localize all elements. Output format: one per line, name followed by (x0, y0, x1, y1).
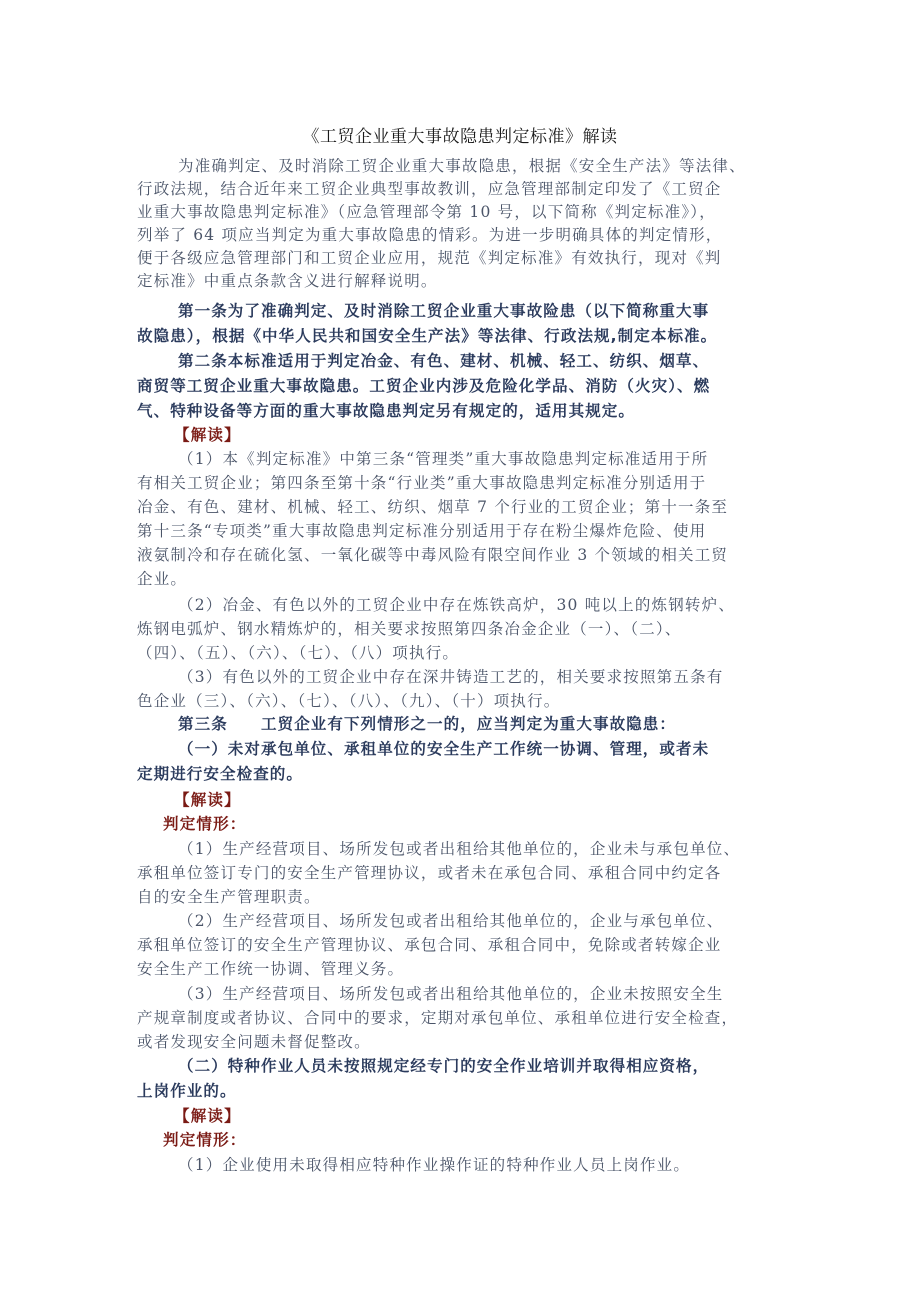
judgement-label: 判定情形： (163, 815, 247, 833)
interp-line: 冶金、有色、建材、机械、轻工、纺织、烟草 7 个行业的工贸企业；第十一条至 (137, 498, 729, 516)
interpretation-label: 【解读】 (174, 426, 241, 444)
interp-line: 第十三条“专项类”重大事故隐患判定标准分别适用于存在粉尘爆炸危险、使用 (137, 522, 707, 540)
interp-line: （1）本《判定标准》中第三条“管理类”重大事故隐患判定标准适用于所 (178, 450, 709, 468)
article-2-line: 气、特种设备等方面的重大事故隐患判定另有规定的，适用其规定。 (137, 402, 636, 420)
interp-line: （1）生产经营项目、场所发包或者出租给其他单位的，企业未与承包单位、 (178, 840, 741, 858)
article-2-line: 第二条本标准适用于判定冶金、有色、建材、机械、轻工、纺织、烟草、 (178, 352, 710, 370)
article-1-line: 第一条为了准确判定、及时消除工贸企业重大事故险患（以下简称重大事 (178, 302, 710, 320)
document-title: 《工贸企业重大事故隐患判定标准》解读 (302, 127, 618, 147)
article-3-item-1: （一）未对承包单位、承租单位的安全生产工作统一协调、管理，或者未 (178, 740, 710, 758)
interp-line: 承租单位签订专门的安全生产管理协议，或者未在承包合同、承租合同中约定各 (137, 864, 722, 882)
interp-line: 自的安全生产管理职责。 (137, 888, 321, 906)
intro-line: 业重大事故隐患判定标准》（应急管理部令第 10 号，以下简称《判定标准》）， (137, 203, 716, 221)
interp-line: （1）企业使用未取得相应特种作业操作证的特种作业人员上岗作业。 (178, 1156, 691, 1174)
interp-line: 液氨制冷和存在硫化氢、一氧化碳等中毒风险有限空间作业 3 个领域的相关工贸 (137, 546, 729, 564)
interp-line: 产规章制度或者协议、合同中的要求，定期对承包单位、承租单位进行安全检查， (137, 1009, 739, 1027)
interp-line: （3）有色以外的工贸企业中存在深井铸造工艺的，相关要求按照第五条有 (178, 668, 724, 686)
judgement-label: 判定情形： (163, 1131, 247, 1149)
intro-line: 行政法规，结合近年来工贸企业典型事故教训，应急管理部制定印发了《工贸企 (137, 180, 722, 198)
interp-line: 炼钢电弧炉、钢水精炼炉的，相关要求按照第四条冶金企业（一）、（二）、 (137, 620, 682, 638)
article-3-item-1: 定期进行安全检查的。 (137, 765, 304, 783)
intro-line: 列举了 64 项应当判定为重大事故隐患的情彩。为进一步明确具体的判定情形， (137, 226, 723, 244)
article-3-item-2: （二）特种作业人员未按照规定经专门的安全作业培训并取得相应资格， (178, 1057, 710, 1075)
article-3-item-2: 上岗作业的。 (137, 1082, 237, 1100)
article-2-line: 商贸等工贸企业重大事故隐患。工贸企业内涉及危险化学品、消防（火灾）、燃 (137, 377, 711, 395)
article-3-heading: 第三条 工贸企业有下列情形之一的，应当判定为重大事故隐患： (178, 715, 677, 733)
interp-line: 或者发现安全问题未督促整改。 (137, 1033, 371, 1051)
interp-line: 色企业（三）、（六）、（七）、（八）、（九）、（十）项执行。 (137, 692, 561, 710)
interpretation-label: 【解读】 (174, 1107, 241, 1125)
interp-line: 承租单位签订的安全生产管理协议、承包合同、承租合同中，免除或者转嫁企业 (137, 936, 722, 954)
interp-line: 企业。 (137, 570, 188, 588)
interp-line: （四）、（五）、（六）、（七）、（八）项执行。 (137, 644, 460, 662)
interp-line: 有相关工贸企业；第四条至第十条“行业类”重大事故隐患判定标准分别适用于 (137, 474, 707, 492)
interp-line: （3）生产经营项目、场所发包或者出租给其他单位的，企业未按照安全生 (178, 985, 724, 1003)
interp-line: （2）生产经营项目、场所发包或者出租给其他单位的，企业与承包单位、 (178, 912, 724, 930)
intro-line: 定标准》中重点条款含义进行解释说明。 (137, 272, 438, 290)
interpretation-label: 【解读】 (174, 791, 241, 809)
interp-line: （2）冶金、有色以外的工贸企业中存在炼铁高炉，30 吨以上的炼钢转炉、 (178, 596, 736, 614)
interp-line: 安全生产工作统一协调、管理义务。 (137, 960, 405, 978)
intro-line: 为准确判定、及时消除工贸企业重大事故隐患，根据《安全生产法》等法律、 (178, 157, 746, 175)
article-1-line: 故隐患），根据《中华人民共和国安全生产法》等法律、行政法规,制定本标准。 (137, 327, 718, 345)
intro-line: 便于各级应急管理部门和工贸企业应用，规范《判定标准》有效执行，现对《判 (137, 249, 722, 267)
